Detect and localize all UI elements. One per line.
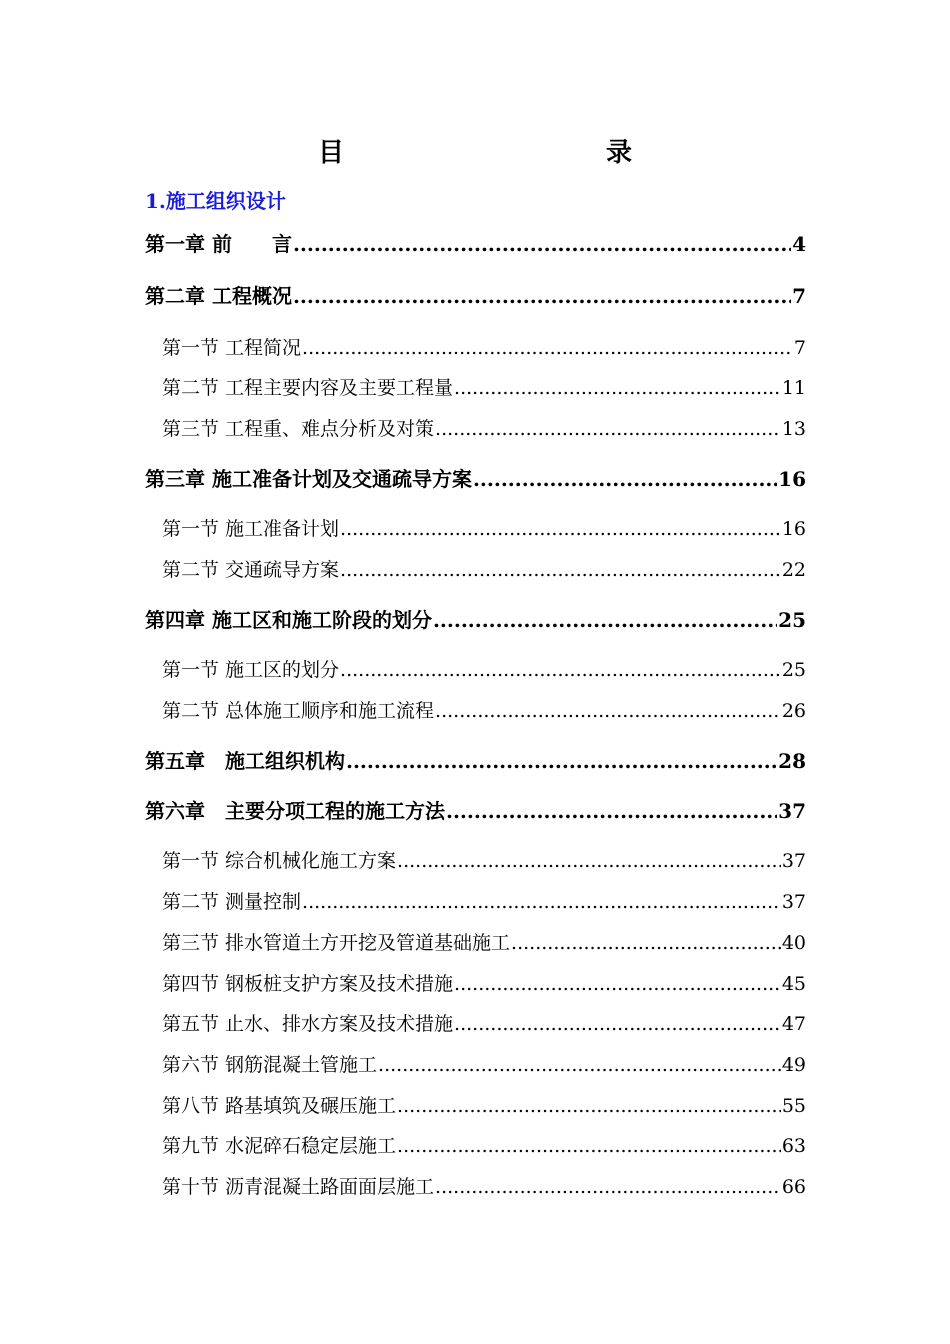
toc-entry-label: 第十节 沥青混凝土路面面层施工: [162, 1176, 435, 1198]
toc-entry-page-number: 16: [781, 518, 806, 540]
toc-entry-page-number: 49: [781, 1054, 806, 1076]
toc-leader-dots: [446, 799, 777, 823]
toc-leader-dots: [293, 232, 791, 256]
toc-leader-dots: [346, 749, 777, 773]
toc-leader-dots: [340, 558, 781, 582]
toc-entry-label: 第二节 交通疏导方案: [162, 559, 340, 581]
toc-entry-page-number: 37: [778, 799, 806, 823]
toc-entry-page-number: 25: [778, 608, 806, 632]
toc-entry-label: 第一章 前 言: [145, 232, 292, 256]
toc-entry-page-number: 37: [781, 891, 806, 913]
toc-leader-dots: [454, 1012, 781, 1036]
toc-entry-label: 第一节 工程简况: [162, 337, 302, 359]
toc-entry-page-number: 26: [781, 700, 806, 722]
toc-section-entry[interactable]: [162, 376, 806, 400]
toc-leader-dots: [293, 284, 791, 308]
toc-entry-page-number: 22: [781, 559, 806, 581]
toc-entry-label: 第一节 施工准备计划: [162, 518, 340, 540]
toc-section-entry[interactable]: [162, 931, 806, 955]
toc-leader-dots: [435, 1175, 781, 1199]
toc-chapter-entry[interactable]: [145, 467, 806, 491]
toc-leader-dots: [473, 467, 777, 491]
toc-title: 目 录: [317, 138, 702, 168]
toc-section-entry[interactable]: [162, 1053, 806, 1077]
toc-leader-dots: [397, 1134, 781, 1158]
toc-entry-label: 第二节 测量控制: [162, 891, 302, 913]
toc-leader-dots: [435, 417, 781, 441]
toc-leader-dots: [454, 376, 781, 400]
toc-entry-label: 第二节 总体施工顺序和施工流程: [162, 700, 435, 722]
toc-leader-dots: [511, 931, 781, 955]
toc-entry-page-number: 47: [781, 1013, 806, 1035]
toc-entry-label: 第三章 施工准备计划及交通疏导方案: [145, 467, 472, 491]
toc-entry-label: 第六章 主要分项工程的施工方法: [145, 799, 445, 823]
toc-section-entry[interactable]: [162, 972, 806, 996]
toc-entry-page-number: 13: [781, 418, 806, 440]
toc-chapter-entry[interactable]: [145, 284, 806, 308]
toc-chapter-entry[interactable]: [145, 799, 806, 823]
toc-section-entry[interactable]: [162, 890, 806, 914]
toc-entry-label: 第五节 止水、排水方案及技术措施: [162, 1013, 454, 1035]
toc-leader-dots: [340, 517, 781, 541]
toc-entry-label: 第三节 排水管道土方开挖及管道基础施工: [162, 932, 511, 954]
toc-entry-page-number: 40: [781, 932, 806, 954]
toc-entry-page-number: 7: [793, 337, 806, 359]
toc-section-entry[interactable]: [162, 1012, 806, 1036]
toc-entry-page-number: 7: [792, 284, 806, 308]
toc-entry-page-number: 55: [781, 1095, 806, 1117]
toc-leader-dots: [397, 849, 781, 873]
toc-section-entry[interactable]: [162, 517, 806, 541]
toc-entry-label: 第八节 路基填筑及碾压施工: [162, 1095, 397, 1117]
toc-part-heading: 1.施工组织设计: [145, 189, 286, 213]
toc-leader-dots: [302, 336, 793, 360]
toc-section-entry[interactable]: [162, 1175, 806, 1199]
toc-chapter-entry[interactable]: [145, 232, 806, 256]
toc-leader-dots: [340, 658, 781, 682]
toc-section-entry[interactable]: [162, 336, 806, 360]
toc-section-entry[interactable]: [162, 417, 806, 441]
toc-section-entry[interactable]: [162, 1134, 806, 1158]
toc-leader-dots: [454, 972, 781, 996]
toc-entry-label: 第四章 施工区和施工阶段的划分: [145, 608, 432, 632]
toc-section-entry[interactable]: [162, 699, 806, 723]
toc-entry-page-number: 25: [781, 659, 806, 681]
toc-section-entry[interactable]: [162, 558, 806, 582]
toc-entry-label: 第六节 钢筋混凝土管施工: [162, 1054, 378, 1076]
toc-entry-page-number: 45: [781, 973, 806, 995]
toc-entry-page-number: 11: [781, 377, 806, 399]
toc-entry-page-number: 28: [778, 749, 806, 773]
toc-entry-page-number: 63: [781, 1135, 806, 1157]
toc-entry-label: 第一节 施工区的划分: [162, 659, 340, 681]
toc-leader-dots: [302, 890, 781, 914]
toc-entry-page-number: 37: [781, 850, 806, 872]
toc-chapter-entry[interactable]: [145, 749, 806, 773]
toc-entry-label: 第二节 工程主要内容及主要工程量: [162, 377, 454, 399]
toc-section-entry[interactable]: [162, 1094, 806, 1118]
toc-entry-label: 第二章 工程概况: [145, 284, 292, 308]
toc-entry-label: 第五章 施工组织机构: [145, 749, 345, 773]
toc-entry-page-number: 4: [792, 232, 806, 256]
toc-entry-label: 第一节 综合机械化施工方案: [162, 850, 397, 872]
toc-leader-dots: [435, 699, 781, 723]
toc-leader-dots: [378, 1053, 781, 1077]
toc-section-entry[interactable]: [162, 849, 806, 873]
toc-leader-dots: [433, 608, 777, 632]
toc-section-entry[interactable]: [162, 658, 806, 682]
toc-entry-label: 第四节 钢板桩支护方案及技术措施: [162, 973, 454, 995]
toc-entry-label: 第三节 工程重、难点分析及对策: [162, 418, 435, 440]
toc-entry-page-number: 16: [778, 467, 806, 491]
toc-entry-page-number: 66: [781, 1176, 806, 1198]
toc-chapter-entry[interactable]: [145, 608, 806, 632]
toc-entry-label: 第九节 水泥碎石稳定层施工: [162, 1135, 397, 1157]
toc-leader-dots: [397, 1094, 781, 1118]
